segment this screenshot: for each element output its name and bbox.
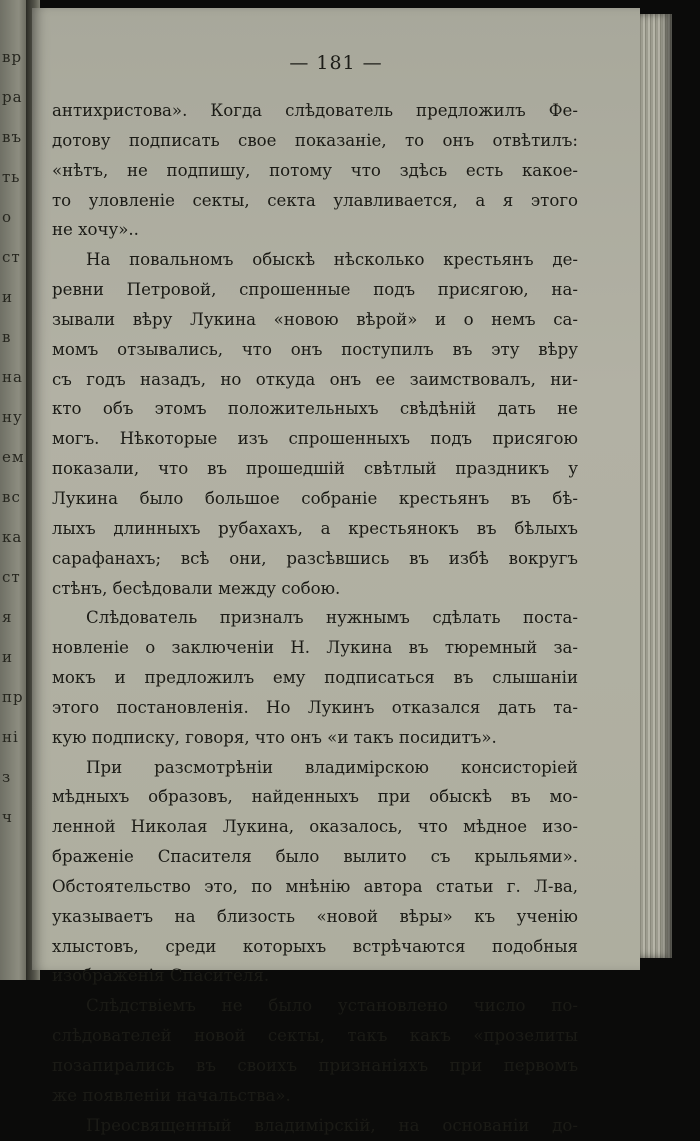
facing-page-fragment: я xyxy=(2,608,13,626)
text-line: ревни Петровой, спрошенные подъ присягою, на- xyxy=(52,280,578,300)
facing-page-fragment: вр xyxy=(2,48,23,66)
text-line: съ годъ назадъ, но откуда онъ ее заимствовалъ, ни- xyxy=(52,369,578,389)
facing-page-fragment: ст xyxy=(2,248,21,266)
facing-page-fragment: ну xyxy=(2,408,23,426)
text-line: Слѣдователь призналъ нужнымъ сдѣлать поста- xyxy=(86,608,578,628)
text-line: изображенія Спасителя. xyxy=(52,966,270,986)
text-line: На повальномъ обыскѣ нѣсколько крестьянъ де- xyxy=(86,250,578,270)
text-line: момъ отзывались, что онъ поступилъ въ эту вѣру xyxy=(52,339,578,359)
facing-page-fragment: ра xyxy=(2,88,23,106)
facing-page-fragment: и xyxy=(2,288,13,306)
facing-page-fragment: ч xyxy=(2,808,13,826)
facing-page-fragment: ст xyxy=(2,568,21,586)
text-line: Преосвященный владимірскій, на основаніи до- xyxy=(86,1115,578,1135)
book-page xyxy=(32,8,640,1135)
text-line: Обстоятельство это, по мнѣнію автора статьи г. Л-ва, xyxy=(52,876,578,896)
facing-page-fragment: и xyxy=(2,648,13,666)
body-text xyxy=(52,96,578,1141)
text-line: сарафанахъ; всѣ они, разсѣвшись въ избѣ вокругъ xyxy=(52,548,578,568)
text-line: браженіе Спасителя было вылито съ крыльями». xyxy=(52,847,578,867)
text-line: При разсмотрѣніи владимірскою консисторіей xyxy=(86,757,578,777)
facing-page-fragment: пр xyxy=(2,688,24,706)
facing-page-fragment: ть xyxy=(2,168,21,186)
text-line: зывали вѣру Лукина «новою вѣрой» и о немъ са- xyxy=(52,309,578,329)
text-line: новленіе о заключеніи Н. Лукина въ тюремный за- xyxy=(52,638,578,658)
text-line: мѣдныхъ образовъ, найденныхъ при обыскѣ въ мо- xyxy=(52,787,578,807)
text-line: то уловленіе секты, секта улавливается, а я этого xyxy=(52,190,578,210)
text-line: «нѣтъ, не подпишу, потому что здѣсь есть какое- xyxy=(52,160,578,180)
text-line: хлыстовъ, среди которыхъ встрѣчаются подобныя xyxy=(52,936,578,956)
facing-page-fragment: з xyxy=(2,768,12,786)
facing-page-fragment: на xyxy=(2,368,23,386)
text-line: кто объ этомъ положительныхъ свѣдѣній дать не xyxy=(52,399,578,419)
text-line: стѣнъ, бесѣдовали между собою. xyxy=(52,578,341,598)
text-line: ленной Николая Лукина, оказалось, что мѣдное изо- xyxy=(52,817,578,837)
text-line: же появленіи начальства». xyxy=(52,1085,291,1105)
page-stack-edges xyxy=(636,14,672,958)
text-line: Лукина было большое собраніе крестьянъ въ бѣ- xyxy=(52,488,578,508)
text-line: не хочу».. xyxy=(52,220,139,240)
text-line: могъ. Нѣкоторые изъ спрошенныхъ подъ присягою xyxy=(52,429,578,449)
facing-page-fragment: вс xyxy=(2,488,21,506)
facing-page-fragment: ем xyxy=(2,448,25,466)
facing-page-fragment: ні xyxy=(2,728,19,746)
text-line: этого постановленія. Но Лукинъ отказался дать та- xyxy=(52,697,578,717)
text-line: Слѣдствіемъ не было установлено число по- xyxy=(86,996,578,1016)
text-line: показали, что въ прошедшій свѣтлый праздникъ у xyxy=(52,459,578,479)
page-number: — 181 — xyxy=(289,52,383,74)
text-line: мокъ и предложилъ ему подписаться въ слышаніи xyxy=(52,668,578,688)
text-line: указываетъ на близость «новой вѣры» къ ученію xyxy=(52,906,578,926)
text-line: антихристова». Когда слѣдователь предложилъ Фе- xyxy=(52,101,578,120)
text-line: лыхъ длинныхъ рубахахъ, а крестьянокъ въ бѣлыхъ xyxy=(52,518,578,538)
text-line: позапирались въ своихъ признаніяхъ при первомъ xyxy=(52,1056,578,1075)
facing-page-fragment: въ xyxy=(2,128,22,146)
facing-page-fragment: ка xyxy=(2,528,23,546)
facing-page-fragment: в xyxy=(2,328,12,346)
text-line: кую подписку, говоря, что онъ «и такъ посидитъ». xyxy=(52,727,497,747)
text-line: дотову подписать свое показаніе, то онъ отвѣтилъ: xyxy=(52,130,578,150)
facing-page-fragment: о xyxy=(2,208,13,226)
text-line: слѣдователей новой секты, такъ какъ «прозелиты xyxy=(52,1026,578,1046)
